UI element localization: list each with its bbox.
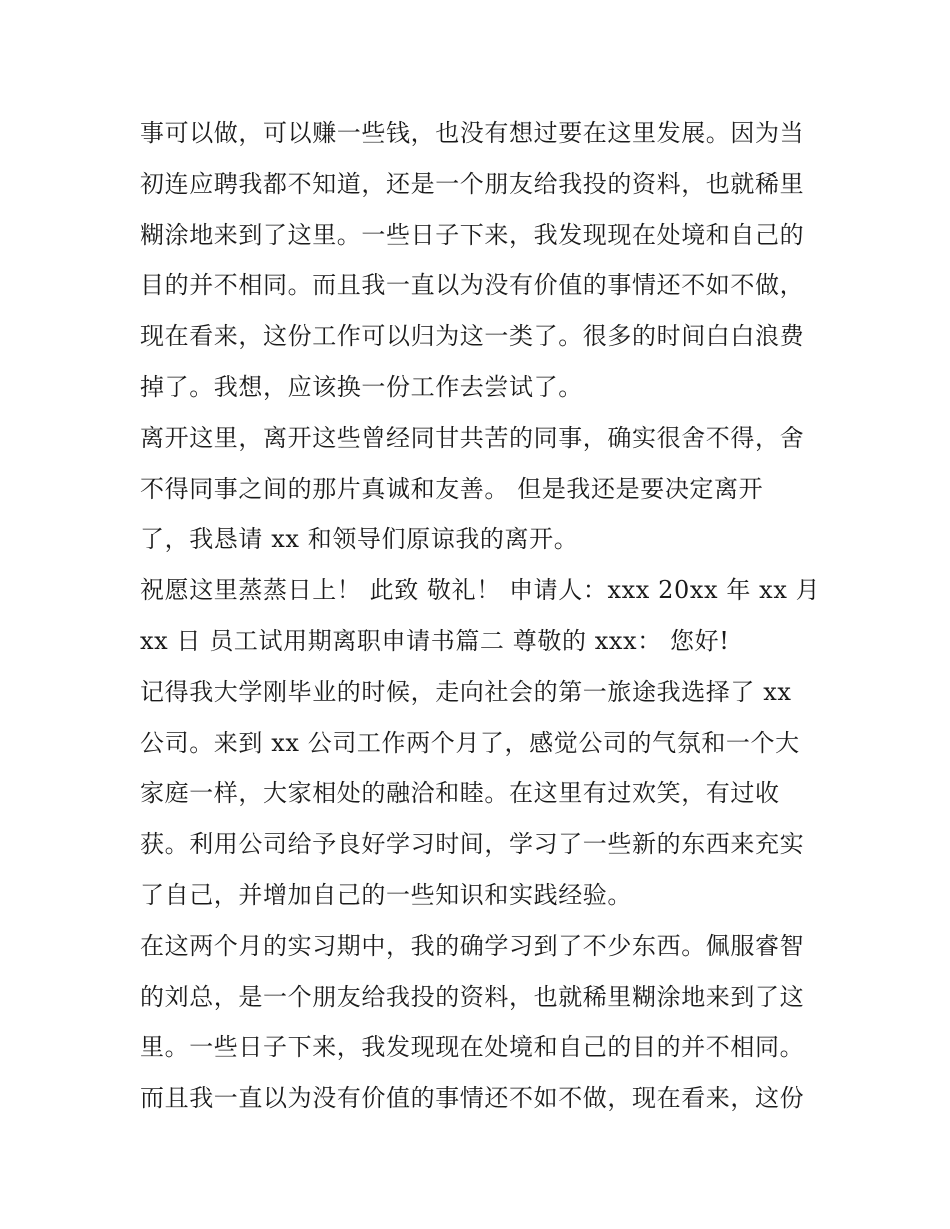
text-line: 事可以做，可以赚一些钱，也没有想过要在这里发展。因为当	[140, 119, 805, 147]
text-line: 而且我一直以为没有价值的事情还不如不做，现在看来，这份	[140, 1084, 805, 1113]
text-line: 现在看来，这份工作可以归为这一类了。很多的时间白白浪费	[140, 322, 805, 351]
text-line: 目的并不相同。而且我一直以为没有价值的事情还不如不做，	[140, 271, 805, 300]
text-line: 掉了。我想，应该换一份工作去尝试了。	[140, 372, 583, 401]
text-line: 祝愿这里蒸蒸日上！ 此致 敬礼！ 申请人：xxx 20xx 年 xx 月	[140, 576, 821, 605]
body-text	[140, 108, 820, 1124]
text-line: 离开这里，离开这些曾经同甘共苦的同事，确实很舍不得，舍	[140, 423, 805, 452]
text-line: 获。利用公司给予良好学习时间，学习了一些新的东西来充实	[140, 830, 805, 859]
text-line: 糊涂地来到了这里。一些日子下来，我发现现在处境和自己的	[140, 220, 805, 249]
text-line: xx 日 员工试用期离职申请书篇二 尊敬的 xxx： 您好!	[140, 626, 730, 655]
text-line: 了自己，并增加自己的一些知识和实践经验。	[140, 880, 632, 909]
text-line: 初连应聘我都不知道，还是一个朋友给我投的资料，也就稀里	[140, 169, 805, 198]
text-line: 里。一些日子下来，我发现现在处境和自己的目的并不相同。	[140, 1033, 805, 1062]
text-line: 家庭一样，大家相处的融洽和睦。在这里有过欢笑，有过收	[140, 779, 780, 808]
text-line: 不得同事之间的那片真诚和友善。 但是我还是要决定离开	[140, 474, 764, 503]
text-line: 在这两个月的实习期中，我的确学习到了不少东西。佩服睿智	[140, 931, 805, 960]
text-line: 公司。来到 xx 公司工作两个月了，感觉公司的气氛和一个大	[140, 728, 800, 757]
text-line: 记得我大学刚毕业的时候，走向社会的第一旅途我选择了 xx	[140, 677, 792, 706]
text-line: 的刘总，是一个朋友给我投的资料，也就稀里糊涂地来到了这	[140, 982, 805, 1011]
text-line: 了，我恳请 xx 和领导们原谅我的离开。	[140, 525, 579, 554]
